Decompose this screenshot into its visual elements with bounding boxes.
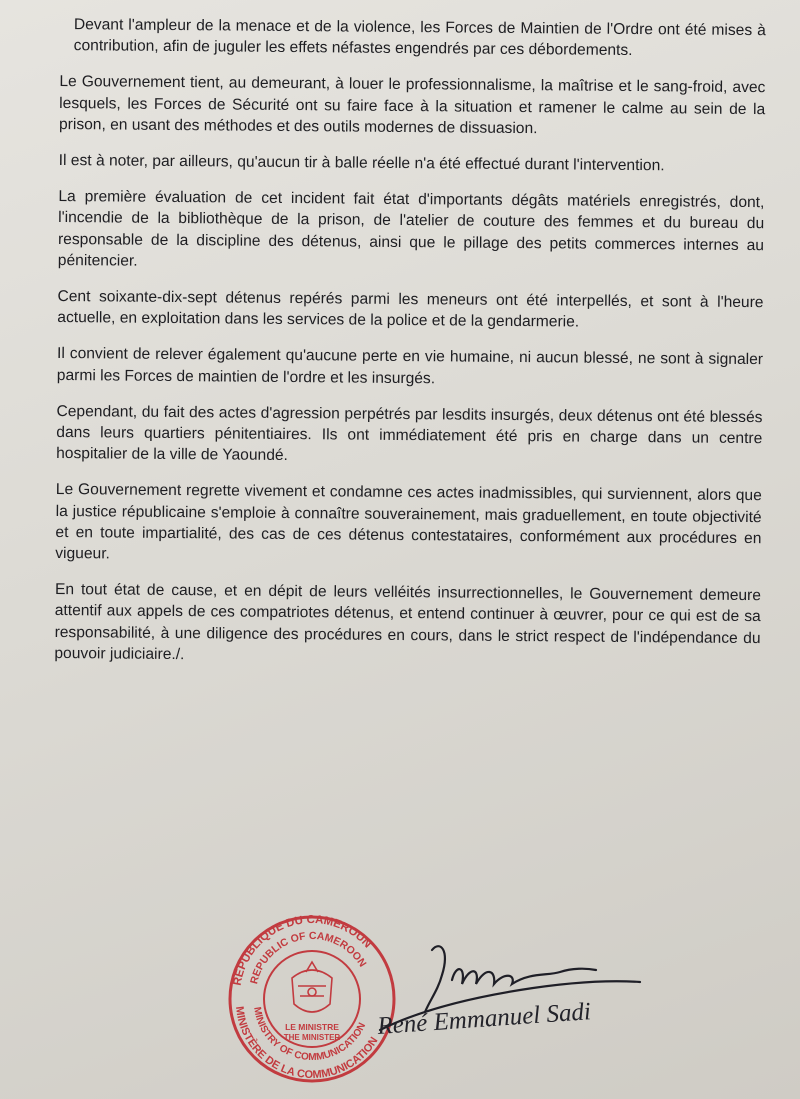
stamp-line-1: RÉPUBLIQUE DU CAMEROUN <box>231 913 374 987</box>
paragraph-7: Cependant, du fait des actes d'agression perpétrés par lesdits insurgés, deux détenus ont été blessés dans leurs quartiers pénitentiaires. Ils ont immédiatement été pris en charge dans un centre hospitalier de la ville de Yaoundé. <box>56 402 763 465</box>
paragraph-6: Il convient de relever également qu'aucune perte en vie humaine, ni aucun blessé, ne sont à signaler parmi les Forces de maintien de l'ordre et les insurgés. <box>56 345 764 387</box>
stamp-inner-ring <box>264 951 360 1047</box>
stamp-outer-ring <box>230 917 394 1081</box>
paragraph-3: Il est à noter, par ailleurs, qu'aucun tir à balle réelle n'a été effectué durant l'intervention. <box>58 152 665 175</box>
handwritten-signature <box>380 946 640 1030</box>
document-body <box>54 14 766 685</box>
paragraph-2: Le Gouvernement tient, au demeurant, à louer le professionnalisme, la maîtrise et le sang-froid, avec lesquels, les Forces de Sécurité ont su faire face à la situation et ramener le calme au sein de la prison, en usant des méthodes et des outils modernes de dissuasion. <box>58 73 766 137</box>
paragraph-1: Devant l'ampleur de la menace et de la violence, les Forces de Maintien de l'Ordre ont été mises à contribution, afin de juguler les effets néfastes engendrés par ces débordements. <box>73 16 766 60</box>
paragraph-9: En tout état de cause, et en dépit de leurs velléités insurrectionnelles, le Gouvernement demeure attentif aux appels de ces compatriotes détenus, et entend continuer à œuvrer, pour ce qui est de sa responsabilité, à une diligence des procédures en cours, dans le strict respect de l'indépendance du pouvoir judiciaire./. <box>54 581 762 663</box>
official-stamp <box>230 914 394 1081</box>
signatory-name: René Emmanuel Sadi <box>376 998 592 1040</box>
stamp-line-4: MINISTRY OF COMMUNICATION <box>251 1006 369 1064</box>
stamp-center-1: LE MINISTRE <box>285 1022 339 1032</box>
paragraph-4: La première évaluation de cet incident fait état d'importants dégâts matériels enregistrés, dont, l'incendie de la bibliothèque de la prison, de l'atelier de couture des femmes et du bureau du responsable de la discipline des détenus, ainsi que le pillage des petits commerces internes au pénitencier. <box>57 188 765 270</box>
stamp-center-2: THE MINISTER <box>283 1033 341 1042</box>
stamp-line-3: MINISTÈRE DE LA COMMUNICATION <box>233 1005 381 1082</box>
coat-of-arms-icon <box>292 962 332 1012</box>
paragraph-8: Le Gouvernement regrette vivement et condamne ces actes inadmissibles, qui surviennent, alors que la justice républicaine s'emploie à connaître souverainement, mais graduellement, en toute objectivité et en toute impartialité, des cas de ces détenus contestataires, conformément aux procédures en vigueur. <box>55 481 762 563</box>
paragraph-5: Cent soixante-dix-sept détenus repérés parmi les meneurs ont été interpellés, et sont à l'heure actuelle, en exploitation dans les services de la police et de la gendarmerie. <box>57 288 764 331</box>
stamp-line-2: REPUBLIC OF CAMEROON <box>248 929 369 986</box>
